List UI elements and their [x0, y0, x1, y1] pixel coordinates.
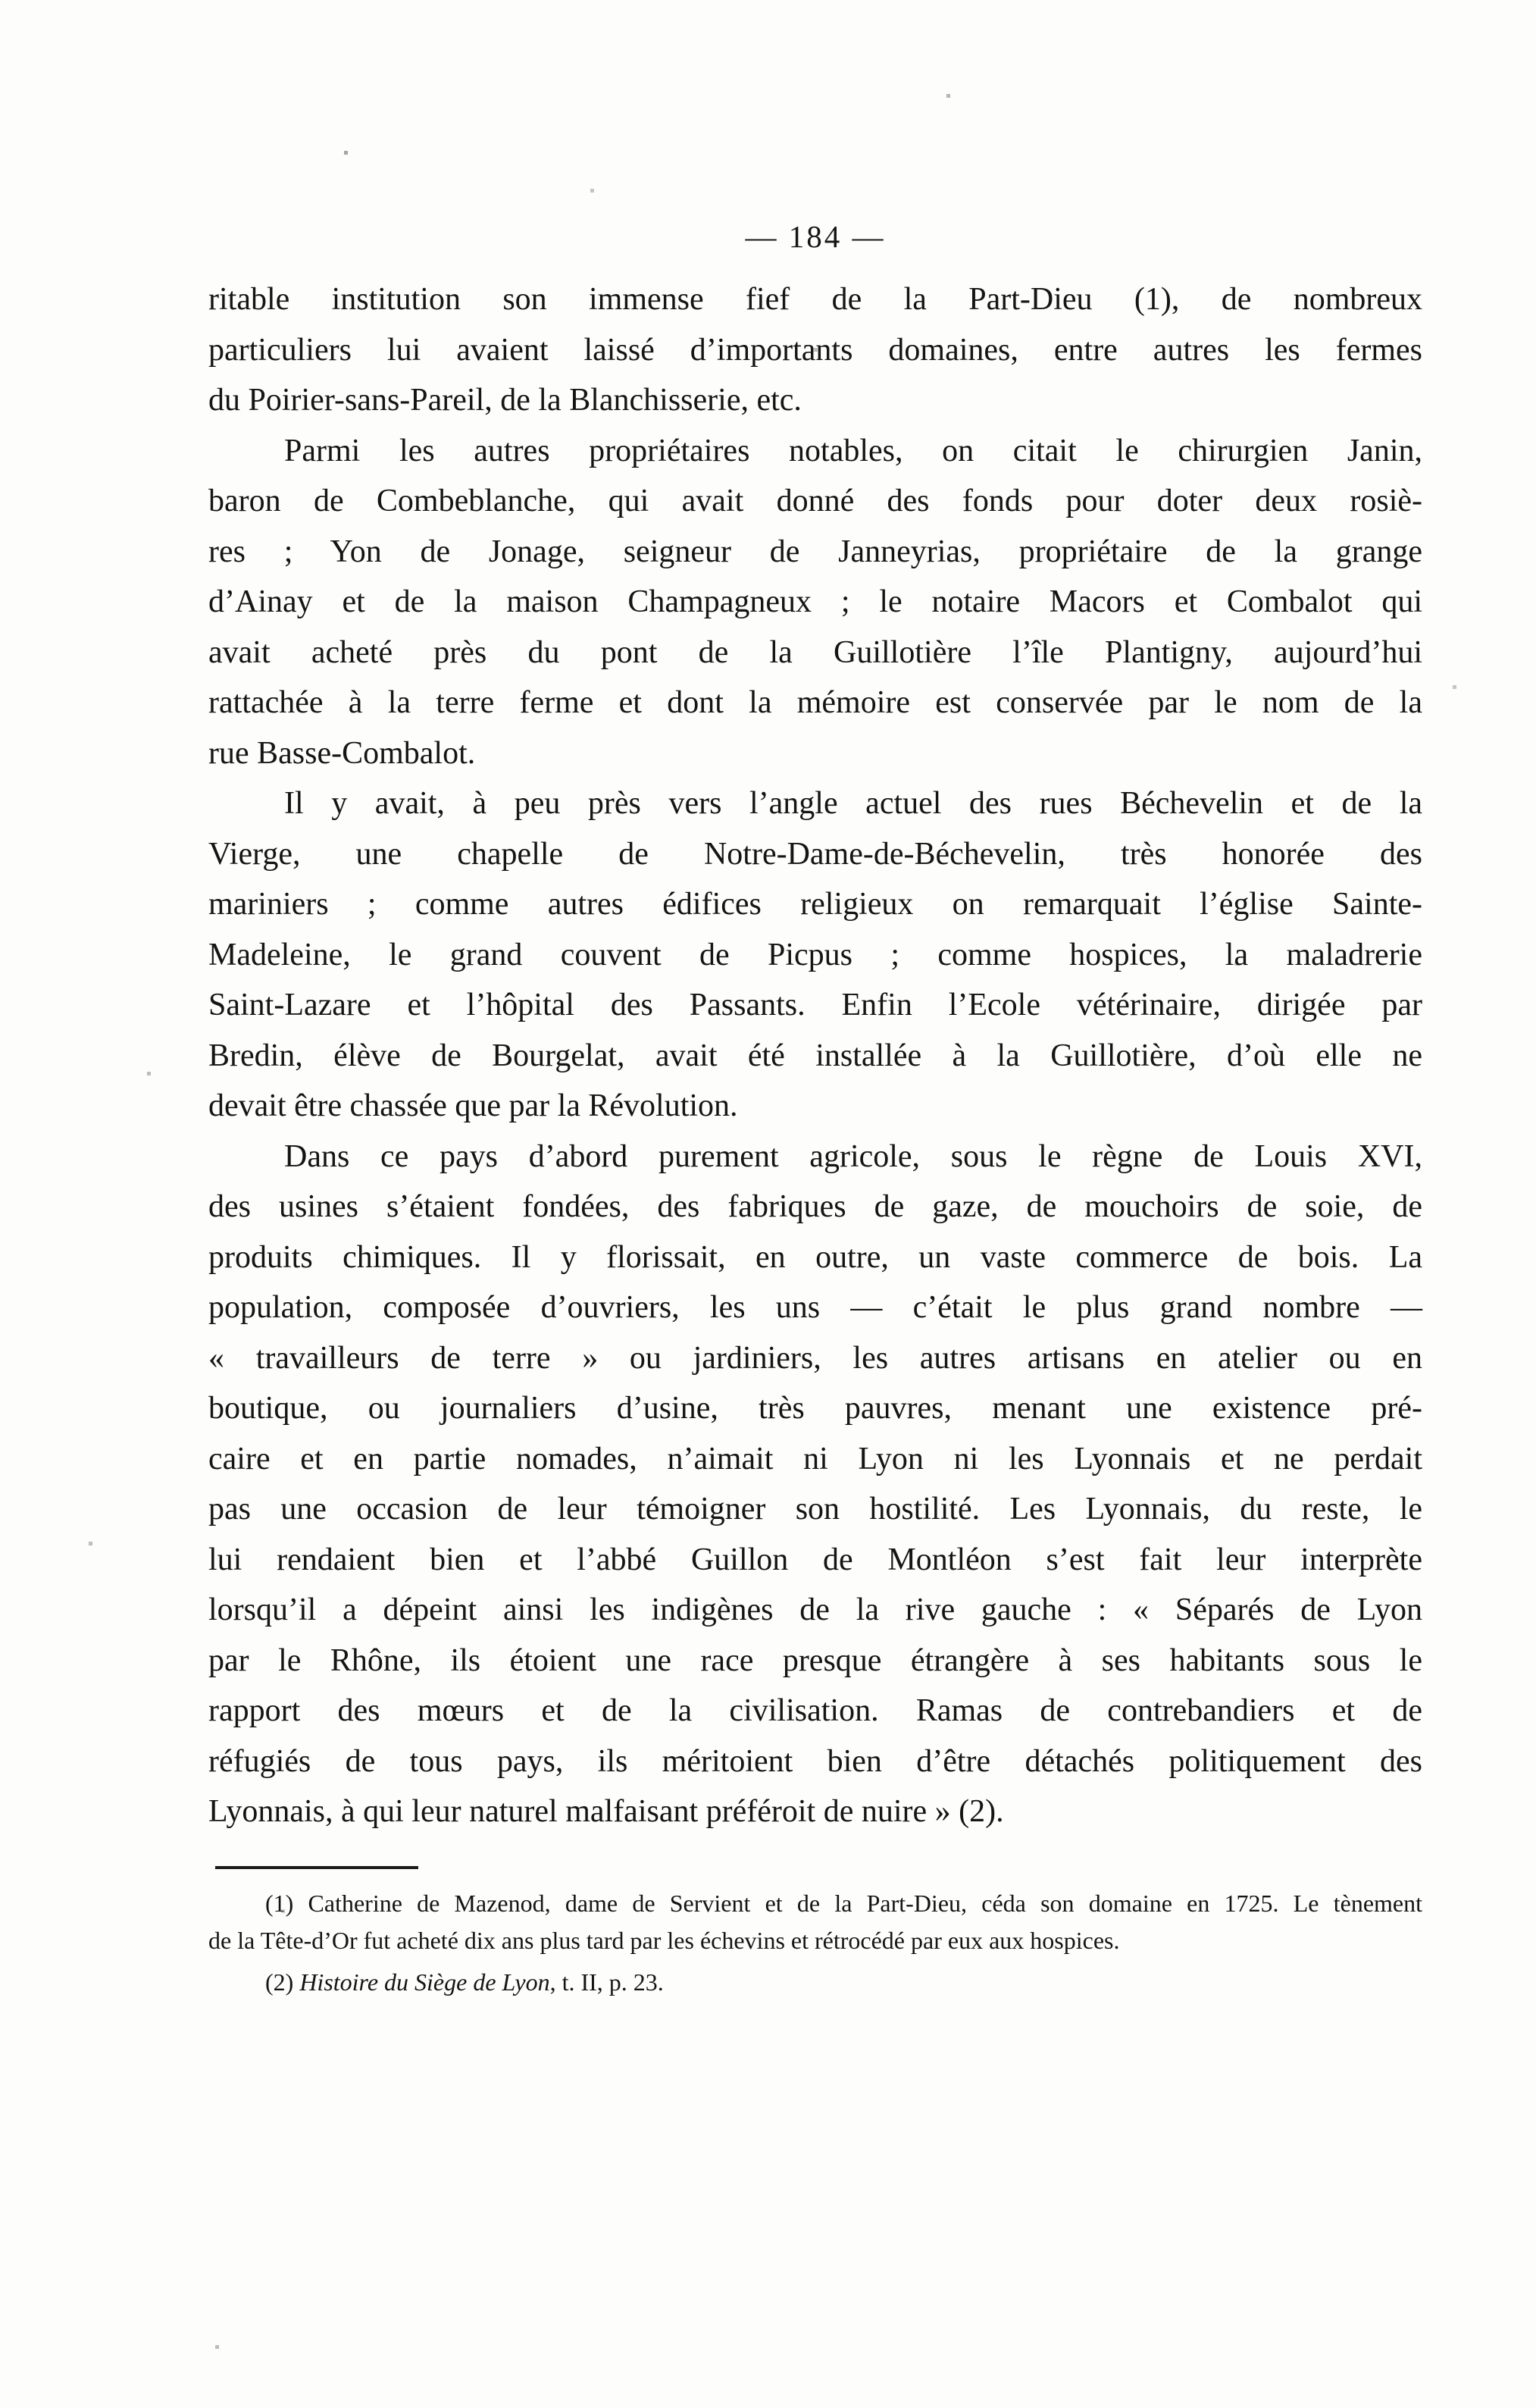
text-line: d’Ainay et de la maison Champagneux ; le notaire Macors et Combalot qui [208, 584, 1422, 619]
text-line: res ; Yon de Jonage, seigneur de Janneyrias, propriétaire de la grange [208, 534, 1422, 569]
text-line: réfugiés de tous pays, ils méritoient bien d’être détachés politiquement des [208, 1743, 1422, 1779]
footnotes [208, 1885, 1422, 2006]
text-line: mariniers ; comme autres édifices religieux on remarquait l’église Sainte- [208, 887, 1422, 922]
text-line: produits chimiques. Il y florissait, en outre, un vaste commerce de bois. La [208, 1239, 1422, 1275]
footnote [208, 1885, 1422, 1959]
text-line: Lyonnais, à qui leur naturel malfaisant préféroit de nuire » (2). [208, 1794, 1004, 1829]
text-line: ritable institution son immense fief de la Part-Dieu (1), de nombreux [208, 282, 1422, 317]
footnote-separator [215, 1866, 418, 1869]
scan-noise [0, 0, 2, 2]
text-line: du Poirier-sans-Pareil, de la Blanchisserie, etc. [208, 383, 802, 418]
text-line: Madeleine, le grand couvent de Picpus ; comme hospices, la maladrerie [208, 937, 1422, 972]
text-line [208, 1964, 1422, 2001]
text-segment: , t. II, p. 23. [549, 1968, 664, 1996]
text-line: Parmi les autres propriétaires notables, on citait le chirurgien Janin, [284, 433, 1422, 468]
page-number: — 184 — [745, 219, 886, 254]
text-line: Bredin, élève de Bourgelat, avait été installée à la Guillotière, d’où elle ne [208, 1038, 1422, 1073]
body-text [208, 274, 1422, 1837]
text-line: Saint-Lazare et l’hôpital des Passants. Enfin l’Ecole vétérinaire, dirigée par [208, 988, 1422, 1022]
text-line: (1) Catherine de Mazenod, dame de Servient et de la Part-Dieu, céda son domaine en 1725. Le tènement [265, 1890, 1422, 1917]
text-line: rapport des mœurs et de la civilisation. Ramas de contrebandiers et de [208, 1693, 1422, 1728]
text-line: baron de Combeblanche, qui avait donné des fonds pour doter deux rosiè- [208, 484, 1422, 518]
paragraph [208, 1132, 1422, 1837]
text-line: lorsqu’il a dépeint ainsi les indigènes de la rive gauche : « Séparés de Lyon [208, 1592, 1422, 1627]
text-line: population, composée d’ouvriers, les uns — c’était le plus grand nombre — [208, 1290, 1422, 1325]
text-line: particuliers lui avaient laissé d’importants domaines, entre autres les fermes [208, 332, 1422, 368]
text-line: Dans ce pays d’abord purement agricole, sous le règne de Louis XVI, [284, 1138, 1422, 1174]
footnote [208, 1964, 1422, 2001]
text-line: devait être chassée que par la Révolution. [208, 1088, 738, 1123]
italic-text: Histoire du Siège de Lyon [299, 1968, 550, 1996]
paragraph [208, 426, 1422, 779]
text-line: Il y avait, à peu près vers l’angle actuel des rues Béchevelin et de la [284, 786, 1422, 821]
paragraph [208, 778, 1422, 1132]
text-line: rue Basse-Combalot. [208, 735, 476, 771]
paragraph [208, 274, 1422, 426]
text-segment: (2) [265, 1968, 300, 1996]
text-line: caire et en partie nomades, n’aimait ni Lyon ni les Lyonnais et ne perdait [208, 1441, 1422, 1476]
text-line: rattachée à la terre ferme et dont la mémoire est conservée par le nom de la [208, 685, 1422, 720]
text-line: « travailleurs de terre » ou jardiniers, les autres artisans en atelier ou en [208, 1340, 1422, 1376]
text-line: de la Tête-d’Or fut acheté dix ans plus tard par les échevins et rétrocédé par eux aux hospices. [208, 1927, 1120, 1954]
text-line: lui rendaient bien et l’abbé Guillon de Montléon s’est fait leur interprète [208, 1542, 1422, 1577]
text-line: pas une occasion de leur témoigner son hostilité. Les Lyonnais, du reste, le [208, 1492, 1422, 1527]
text-line: avait acheté près du pont de la Guillotière l’île Plantigny, aujourd’hui [208, 634, 1422, 670]
text-line: des usines s’étaient fondées, des fabriques de gaze, de mouchoirs de soie, de [208, 1189, 1422, 1224]
text-line: boutique, ou journaliers d’usine, très pauvres, menant une existence pré- [208, 1391, 1422, 1426]
text-line: Vierge, une chapelle de Notre-Dame-de-Béchevelin, très honorée des [208, 836, 1422, 872]
text-line: par le Rhône, ils étoient une race presque étrangère à ses habitants sous le [208, 1642, 1422, 1678]
